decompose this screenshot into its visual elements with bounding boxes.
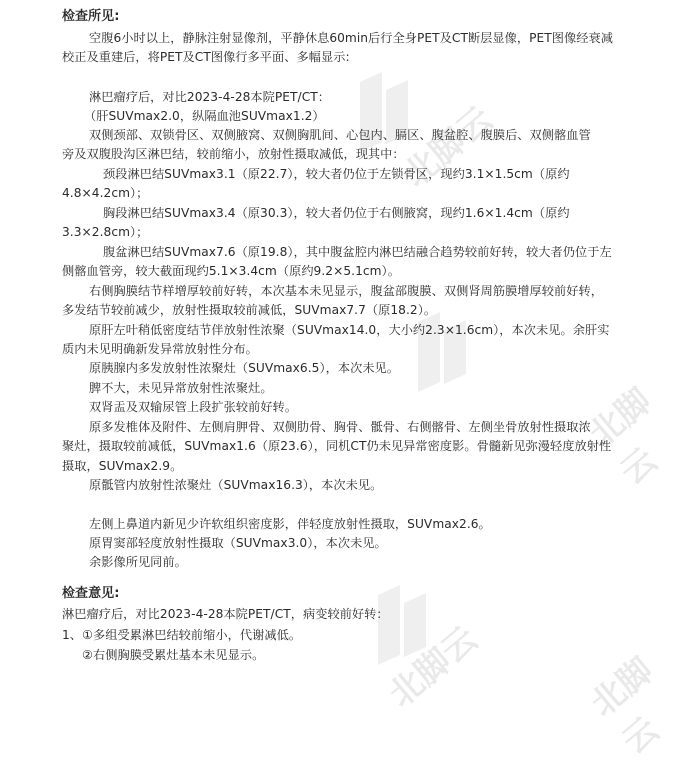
impression-line: 淋巴瘤疗后，对比2023-4-28本院PET/CT，病变较前好转：: [62, 607, 389, 621]
watermark-text: 北脚云: [581, 380, 665, 493]
findings-line: 3.3×2.8cm）；: [62, 225, 149, 239]
findings-line: 原胃窦部轻度放射性摄取（SUVmax3.0），本次未见。: [89, 536, 387, 550]
findings-line: （肝SUVmax2.0，纵隔血池SUVmax1.2）: [84, 109, 325, 123]
findings-line: 多发结节较前减少，放射性摄取较前减低，SUVmax7.7（原18.2）。: [62, 303, 437, 317]
findings-line: 颈段淋巴结SUVmax3.1（原22.7），较大者仍位于左锁骨区，现约3.1×1.5cm（原约: [103, 167, 570, 181]
findings-line: 胸段淋巴结SUVmax3.4（原30.3），较大者仍位于右侧腋窝，现约1.6×1.4cm（原约: [103, 206, 570, 220]
findings-line: 原胰腺内多发放射性浓聚灶（SUVmax6.5），本次未见。: [89, 361, 400, 375]
findings-line: 空腹6小时以上，静脉注射显像剂，平静休息60min后行全身PET及CT断层显像，PET图像经衰减: [89, 31, 613, 45]
findings-line: 4.8×4.2cm）；: [62, 186, 149, 200]
findings-line: 右侧胸膜结节样增厚较前好转，本次基本未见显示，腹盆部腹膜、双侧肾周筋膜增厚较前好转，: [89, 284, 603, 298]
findings-line: 余影像所见同前。: [89, 555, 187, 569]
impression-line: ②右侧胸膜受累灶基本未见显示。: [82, 648, 265, 662]
findings-line: 脾不大，未见异常放射性浓聚灶。: [89, 381, 273, 395]
watermark-text: 北脚云: [396, 99, 501, 196]
findings-line: 原肝左叶稍低密度结节伴放射性浓聚（SUVmax14.0，大小约2.3×1.6cm），本次未见。余肝实: [89, 323, 610, 337]
findings-line: 校正及重建后，将PET及CT图像行多平面、多幅显示:: [62, 50, 350, 64]
impression-line: 1、①多组受累淋巴结较前缩小，代谢减低。: [62, 628, 302, 642]
findings-line: 双肾盂及双输尿管上段扩张较前好转。: [89, 400, 298, 414]
watermark-text: 北脚云: [583, 650, 667, 763]
findings-line: 淋巴瘤疗后，对比2023-4-28本院PET/CT：: [89, 90, 330, 104]
findings-heading: 检查所见:: [62, 9, 120, 24]
findings-line: 质内未见明确新发异常放射性分布。: [62, 342, 258, 356]
findings-line: 原骶管内放射性浓聚灶（SUVmax16.3），本次未见。: [89, 478, 383, 492]
findings-line: 侧髂血管旁，较大截面现约5.1×3.4cm（原约9.2×5.1cm）。: [62, 264, 400, 278]
watermark-text: 北脚云: [381, 619, 486, 716]
findings-line: 原多发椎体及附件、左侧肩胛骨、双侧肋骨、胸骨、骶骨、右侧髂骨、左侧坐骨放射性摄取浓: [89, 420, 591, 434]
findings-line: 双侧颈部、双锁骨区、双侧腋窝、双侧胸肌间、心包内、膈区、腹盆腔、腹膜后、双侧髂血管: [89, 128, 591, 142]
findings-line: 左侧上鼻道内新见少许软组织密度影，伴轻度放射性摄取，SUVmax2.6。: [89, 517, 491, 531]
findings-line: 聚灶，摄取较前减低，SUVmax1.6（原23.6），同机CT仍未见异常密度影。骨髓新见弥漫轻度放射性: [62, 439, 612, 453]
impression-heading: 检查意见:: [62, 586, 120, 601]
findings-line: 摄取，SUVmax2.9。: [62, 459, 183, 473]
findings-line: 腹盆淋巴结SUVmax7.6（原19.8），其中腹盆腔内淋巴结融合趋势较前好转，较大者仍位于左: [103, 245, 612, 259]
findings-line: 旁及双腹股沟区淋巴结，较前缩小，放射性摄取减低，现其中：: [62, 147, 405, 161]
